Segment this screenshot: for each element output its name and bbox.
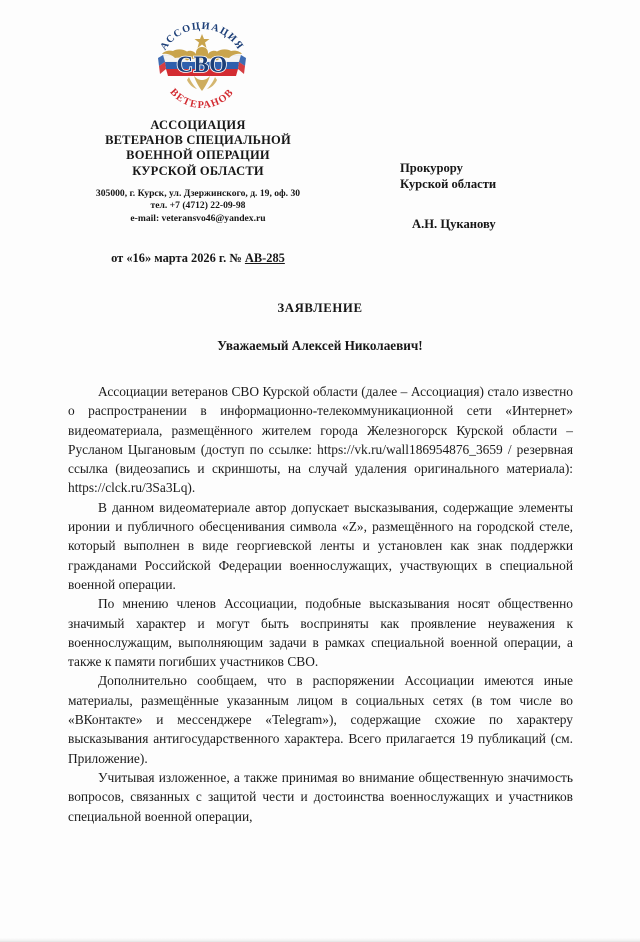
document-reference-number: АВ-285 <box>244 251 285 265</box>
organization-email: e-mail: veteransvo46@yandex.ru <box>130 212 266 224</box>
organization-phone: тел. +7 (4712) 22-09-98 <box>150 200 246 212</box>
organization-contacts <box>36 188 360 225</box>
organization-title <box>36 118 360 179</box>
organization-address: 305000, г. Курск, ул. Дзержинского, д. 19, оф. 30 <box>95 187 301 199</box>
document-body <box>68 382 573 826</box>
addressee-name: А.Н. Цуканову <box>412 217 496 231</box>
document-title: ЗАЯВЛЕНИЕ <box>277 301 363 315</box>
document-greeting: Уважаемый Алексей Николаевич! <box>217 338 423 353</box>
body-paragraph: По мнению членов Ассоциации, подобные высказывания носят общественно значимый характер и могут быть восприняты как проявление неуважения к военнослужащим, выполняющим задачи в рамках специальной военной операции, а также к памяти погибших участников СВО. <box>68 596 573 670</box>
body-paragraph: Учитывая изложенное, а также принимая во внимание общественную значимость вопросов, связанных с защитой чести и достоинства военнослужащих и участников специальной военной операции, <box>68 769 573 824</box>
document-date-line <box>36 251 360 266</box>
organization-title-line-1: АССОЦИАЦИЯ <box>150 118 246 132</box>
emblem-top-arc-text: АССОЦИАЦИЯ <box>158 20 246 53</box>
addressee-block <box>400 160 610 232</box>
addressee-role-line-1: Прокурору <box>400 161 463 175</box>
association-emblem-logo <box>146 12 258 114</box>
emblem-center-text: СВО <box>176 52 228 77</box>
letterhead <box>36 118 360 225</box>
body-paragraph: Ассоциации ветеранов СВО Курской области (далее – Ассоциация) стало известно о распространении в информационно-телекоммуникационной сети «Интернет» видеоматериала, размещённого жителем города Железногорск Курской области – Русланом Цыгановым (доступ по ссылке: https://vk.ru/wall186954876_3659 / резервная ссылка (видеозапись и скриншоты, на случай удаления оригинального материала): https://clck.ru/3Sa3Lq). <box>68 384 573 496</box>
organization-title-line-2: ВЕТЕРАНОВ СПЕЦИАЛЬНОЙ <box>105 133 291 148</box>
emblem-icon <box>146 12 258 114</box>
body-paragraph: В данном видеоматериале автор допускает высказывания, содержащие элементы иронии и публичного обесценивания символа «Z», размещённого на городской стеле, который выполнен в виде георгиевской ленты и установлен как знак поддержки гражданами Российской Федерации военнослужащих, участвующих в специальной военной операции. <box>68 499 573 592</box>
addressee-role-line-2: Курской области <box>400 177 497 191</box>
body-paragraph: Дополнительно сообщаем, что в распоряжении Ассоциации имеются иные материалы, размещённые указанным лицом в социальных сетях (в том числе во «ВКонтакте» и мессенджере «Telegram»), содержащие схожие по характеру высказывания антигосударственного характера. Всего прилагается 19 публикаций (см. Приложение). <box>68 673 573 766</box>
page-bottom-edge <box>0 938 640 942</box>
document-date-prefix: от «16» марта 2026 г. № <box>111 251 245 265</box>
organization-title-line-4: КУРСКОЙ ОБЛАСТИ <box>132 163 264 178</box>
organization-title-line-3: ВОЕННОЙ ОПЕРАЦИИ <box>126 148 270 163</box>
emblem-bottom-arc-text: ВЕТЕРАНОВ <box>167 86 237 112</box>
